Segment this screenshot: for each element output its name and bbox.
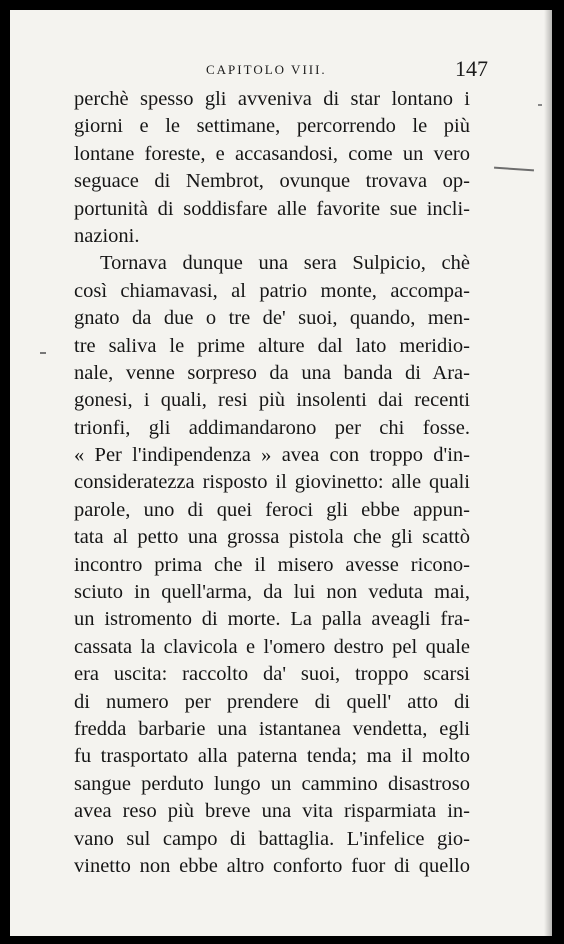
text-line: nale, venne sorpreso da una banda di Ara- xyxy=(74,361,470,384)
text-line: lontane foreste, e accasandosi, come un vero xyxy=(74,142,470,165)
text-line: trionfi, gli addimandarono per chi fosse. xyxy=(74,416,470,439)
text-line: perchè spesso gli avveniva di star lontano i xyxy=(74,88,470,110)
text-line: un istromento di morte. La palla aveagli fra- xyxy=(74,608,470,631)
text-line: giorni e le settimane, percorrendo le più xyxy=(74,115,470,138)
running-head: CAPITOLO VIII. xyxy=(206,62,327,77)
text-line: sangue perduto lungo un cammino disastroso xyxy=(74,772,470,795)
text-line: portunità di soddisfare alle favorite sue incli- xyxy=(74,197,470,220)
text-line: gonesi, i quali, resi più insolenti dai recenti xyxy=(74,389,470,412)
page-header xyxy=(206,56,488,86)
text-line: di numero per prendere di quell' atto di xyxy=(74,690,470,713)
text-line: sciuto in quell'arma, da lui non veduta mai, xyxy=(74,581,470,604)
body-text xyxy=(74,86,470,880)
text-line: tre saliva le prime alture dal lato meridio- xyxy=(74,334,470,357)
book-page xyxy=(10,10,552,936)
text-line: consideratezza risposto il giovinetto: alle quali xyxy=(74,471,470,494)
text-line: fu trasportato alla paterna tenda; ma il molto xyxy=(74,745,470,768)
text-line: così chiamavasi, al patrio monte, accompa- xyxy=(74,279,470,302)
text-line: nazioni. xyxy=(74,224,140,247)
text-line: fredda barbarie una istantanea vendetta, egli xyxy=(74,717,470,740)
margin-mark xyxy=(538,104,542,106)
text-line: Tornava dunque una sera Sulpicio, chè xyxy=(100,252,470,275)
text-line: era uscita: raccolto da' suoi, troppo scarsi xyxy=(74,663,470,686)
text-line: incontro prima che il misero avesse ricono- xyxy=(74,553,470,576)
text-line: « Per l'indipendenza » avea con troppo d'in- xyxy=(74,444,470,467)
text-line: vinetto non ebbe altro conforto fuor di quello xyxy=(74,854,470,877)
text-line: parole, uno di quei feroci gli ebbe appun- xyxy=(74,498,470,521)
text-line: vano sul campo di battaglia. L'infelice gio- xyxy=(74,827,470,850)
margin-mark xyxy=(494,167,534,172)
text-line: tata al petto una grossa pistola che gli scattò xyxy=(74,526,470,549)
text-line: gnato da due o tre de' suoi, quando, men- xyxy=(74,307,470,330)
page-edge-shadow xyxy=(544,10,552,936)
text-line: seguace di Nembrot, ovunque trovava op- xyxy=(74,170,470,193)
text-line: avea reso più breve una vita risparmiata in- xyxy=(74,800,470,823)
page-number: 147 xyxy=(455,56,488,81)
text-line: cassata la clavicola e l'omero destro pel quale xyxy=(74,635,470,658)
margin-mark xyxy=(40,352,46,354)
